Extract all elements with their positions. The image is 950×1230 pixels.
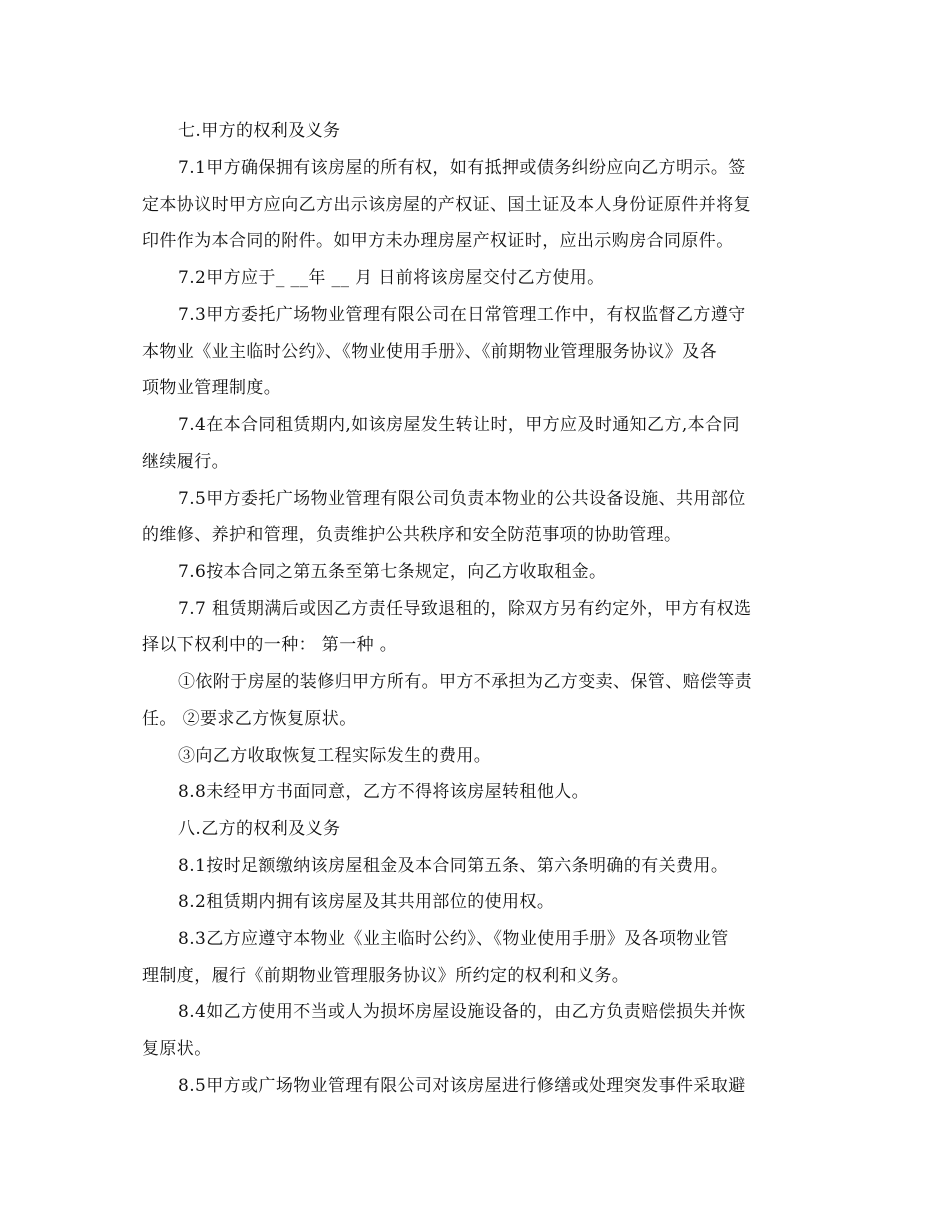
clause-7-2: 7.2甲方应于_ __年 __ 月 日前将该房屋交付乙方使用。	[178, 268, 605, 288]
clause-7-5-line-1: 7.5甲方委托广场物业管理有限公司负责本物业的公共设备设施、共用部位	[178, 489, 746, 509]
option-1-line-1: ①依附于房屋的装修归甲方所有。甲方不承担为乙方变卖、保管、赔偿等责	[178, 672, 753, 692]
clause-7-4-line-1: 7.4在本合同租赁期内,如该房屋发生转让时，甲方应及时通知乙方,本合同	[178, 415, 740, 435]
clause-7-5-line-2: 的维修、养护和管理，负责维护公共秩序和安全防范事项的协助管理。	[142, 525, 682, 545]
clause-8-3-line-1: 8.3乙方应遵守本物业《业主临时公约》、《物业使用手册》及各项物业管	[178, 929, 729, 949]
section-heading-7: 七.甲方的权利及义务	[178, 121, 341, 141]
clause-7-1-line-2: 定本协议时甲方应向乙方出示该房屋的产权证、国土证及本人身份证原件并将复	[142, 195, 751, 215]
clause-8-3-line-2: 理制度，履行《前期物业管理服务协议》所约定的权利和义务。	[142, 966, 630, 986]
option-3: ③向乙方收取恢复工程实际发生的费用。	[178, 746, 492, 766]
clause-7-6: 7.6按本合同之第五条至第七条规定，向乙方收取租金。	[178, 562, 607, 582]
clause-7-3-line-2: 本物业《业主临时公约》、《物业使用手册》、《前期物业管理服务协议》及各	[142, 342, 717, 362]
section-heading-8: 八.乙方的权利及义务	[178, 819, 341, 839]
clause-8-1: 8.1按时足额缴纳该房屋租金及本合同第五条、第六条明确的有关费用。	[178, 856, 729, 876]
clause-7-3-line-1: 7.3甲方委托广场物业管理有限公司在日常管理工作中，有权监督乙方遵守	[178, 305, 746, 325]
clause-7-1-line-3: 印件作为本合同的附件。如甲方未办理房屋产权证时，应出示购房合同原件。	[142, 231, 734, 251]
clause-8-4-line-1: 8.4如乙方使用不当或人为损坏房屋设施设备的，由乙方负责赔偿损失并恢	[178, 1002, 746, 1022]
clause-7-1-line-1: 7.1甲方确保拥有该房屋的所有权，如有抵押或债务纠纷应向乙方明示。签	[178, 158, 746, 178]
clause-7-7-line-1: 7.7 租赁期满后或因乙方责任导致退租的，除双方另有约定外，甲方有权选	[178, 599, 752, 619]
clause-8-8: 8.8未经甲方书面同意，乙方不得将该房屋转租他人。	[178, 782, 590, 802]
clause-8-5-line-1: 8.5甲方或广场物业管理有限公司对该房屋进行修缮或处理突发事件采取避	[178, 1076, 746, 1096]
clause-7-7-line-2: 择以下权利中的一种： 第一种 。	[142, 635, 398, 655]
clause-7-3-line-3: 项物业管理制度。	[142, 378, 282, 398]
clause-8-4-line-2: 复原状。	[142, 1039, 212, 1059]
clause-8-2: 8.2租赁期内拥有该房屋及其共用部位的使用权。	[178, 892, 555, 912]
clause-7-4-line-2: 继续履行。	[142, 452, 229, 472]
option-1-line-2: 任。 ②要求乙方恢复原状。	[142, 709, 357, 729]
